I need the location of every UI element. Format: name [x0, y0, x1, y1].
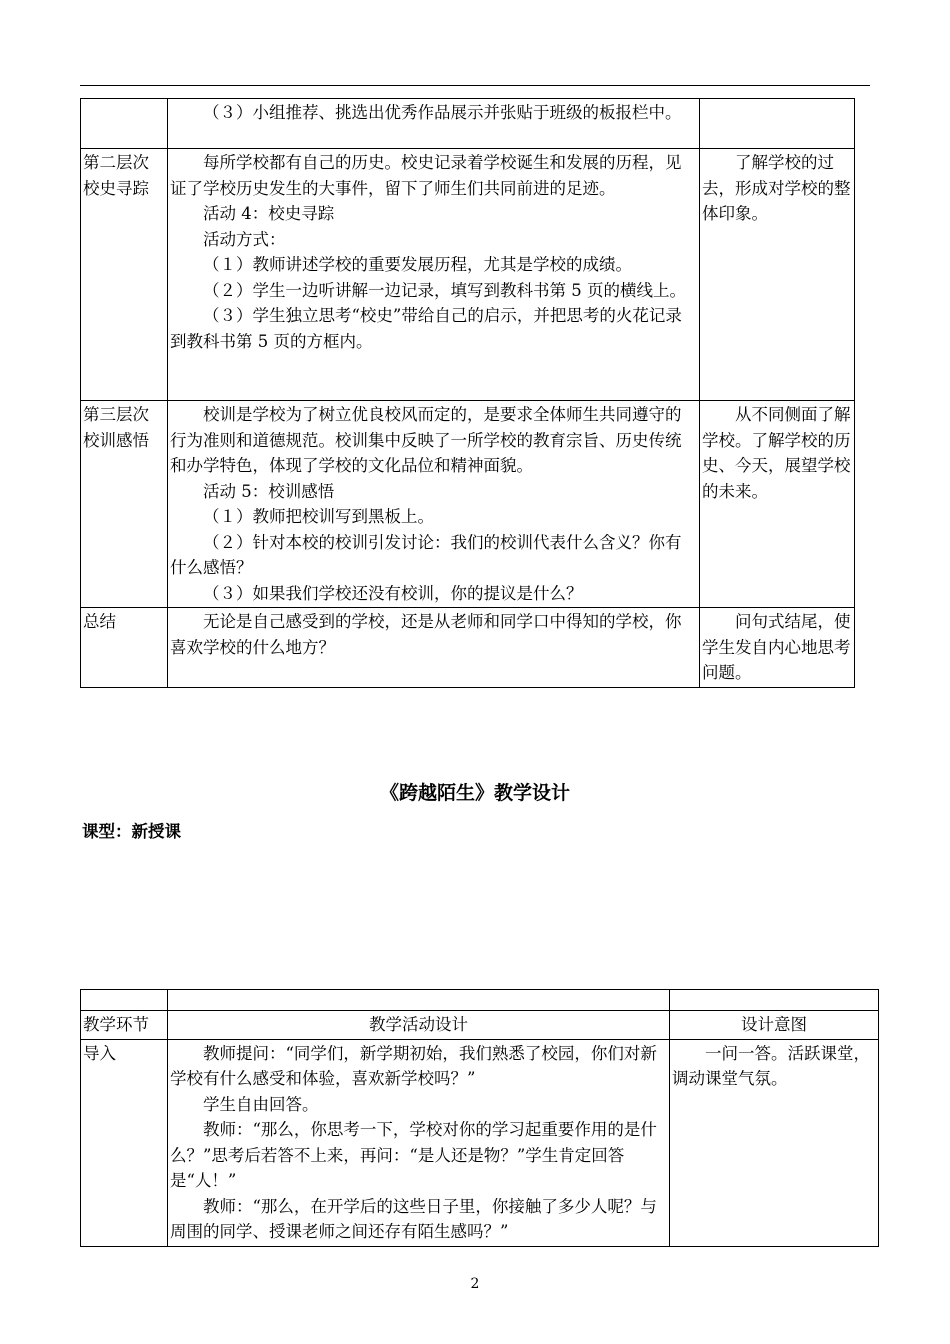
- stage-cell: 总结: [81, 608, 168, 688]
- intent-cell: [670, 1039, 879, 1246]
- activity-paragraph: （１）教师把校训写到黑板上。: [203, 507, 434, 526]
- activity-paragraph: 每所学校都有自己的历史。校史记录着学校诞生和发展的历程，见证了学校历史发生的大事件，留下了师生们共同前进的足迹。: [170, 153, 682, 198]
- stage-cell: 导入: [81, 1039, 168, 1246]
- table-row: [81, 608, 855, 688]
- document-title: 《跨越陌生》教学设计: [379, 782, 570, 804]
- activity-paragraph: 教师：“那么，在开学后的这些日子里，你接触了多少人呢？与周围的同学、授课老师之间还存有陌生感吗？”: [170, 1196, 657, 1241]
- activity-paragraph: （３）如果我们学校还没有校训，你的提议是什么？: [203, 583, 583, 603]
- column-header: 设计意图: [670, 1011, 879, 1040]
- activity-paragraph: （３）学生独立思考“校史”带给自己的启示，并把思考的火花记录到教科书第 5 页的方框内。: [170, 306, 682, 351]
- intent-cell: [700, 608, 855, 688]
- activity-paragraph: （３）小组推荐、挑选出优秀作品展示并张贴于班级的板报栏中。: [203, 103, 682, 122]
- activity-paragraph: 教师：“那么，你思考一下，学校对你的学习起重要作用的是什么？”思考后若答不上来，再问：“是人还是物？”学生肯定回答是“人！”: [170, 1120, 657, 1190]
- activity-cell: [168, 401, 700, 608]
- table-row: [81, 99, 855, 149]
- intent-paragraph: 问句式结尾，使学生发自内心地思考问题。: [702, 612, 851, 682]
- intent-cell: [700, 99, 855, 149]
- page-number: 2: [470, 1276, 480, 1292]
- stage-cell: 第三层次校训感悟: [81, 401, 168, 608]
- activity-cell: [168, 149, 700, 401]
- intent-cell: [700, 401, 855, 608]
- activity-paragraph: （２）针对本校的校训引发讨论：我们的校训代表什么含义？你有什么感悟？: [170, 532, 682, 577]
- table-row: [81, 1039, 879, 1246]
- activity-paragraph: （２）学生一边听讲解一边记录，填写到教科书第 5 页的横线上。: [203, 280, 686, 300]
- table-row: [81, 401, 855, 608]
- stage-cell: 第二层次校史寻踪: [81, 149, 168, 401]
- empty-cell: [670, 990, 879, 1011]
- table-header-row: [81, 1011, 879, 1040]
- table-row: [81, 149, 855, 401]
- activity-paragraph: 活动 5：校训感悟: [203, 481, 335, 501]
- activity-cell: [168, 608, 700, 688]
- lesson-table-continued: [80, 98, 855, 688]
- intent-paragraph: 了解学校的过去，形成对学校的整体印象。: [702, 153, 851, 223]
- activity-paragraph: 学生自由回答。: [203, 1094, 319, 1114]
- lesson-type: 课型：新授课: [82, 822, 181, 841]
- column-header: 教学活动设计: [168, 1011, 670, 1040]
- intent-cell: [700, 149, 855, 401]
- activity-cell: [168, 99, 700, 149]
- column-header: 教学环节: [81, 1011, 168, 1040]
- activity-paragraph: 教师提问：“同学们，新学期初始，我们熟悉了校园，你们对新学校有什么感受和体验，喜欢新学校吗？”: [170, 1043, 657, 1088]
- intent-paragraph: 一问一答。活跃课堂，调动课堂气氛。: [672, 1043, 870, 1088]
- activity-cell: [168, 1039, 670, 1246]
- header-rule: [80, 85, 870, 86]
- lesson-design-table: [80, 989, 879, 1247]
- activity-paragraph: 活动 4：校史寻踪: [203, 204, 335, 223]
- activity-paragraph: 无论是自己感受到的学校，还是从老师和同学口中得知的学校，你喜欢学校的什么地方？: [170, 612, 682, 657]
- activity-paragraph: （１）教师讲述学校的重要发展历程，尤其是学校的成绩。: [203, 255, 632, 274]
- stage-cell: [81, 99, 168, 149]
- activity-paragraph: 活动方式：: [203, 229, 286, 249]
- empty-cell: [168, 990, 670, 1011]
- empty-cell: [81, 990, 168, 1011]
- intent-paragraph: 从不同侧面了解学校。了解学校的历史、今天，展望学校的未来。: [702, 405, 851, 501]
- table-spacer-row: [81, 990, 879, 1011]
- activity-paragraph: 校训是学校为了树立优良校风而定的，是要求全体师生共同遵守的行为准则和道德规范。校训集中反映了一所学校的教育宗旨、历史传统和办学特色，体现了学校的文化品位和精神面貌。: [170, 405, 682, 475]
